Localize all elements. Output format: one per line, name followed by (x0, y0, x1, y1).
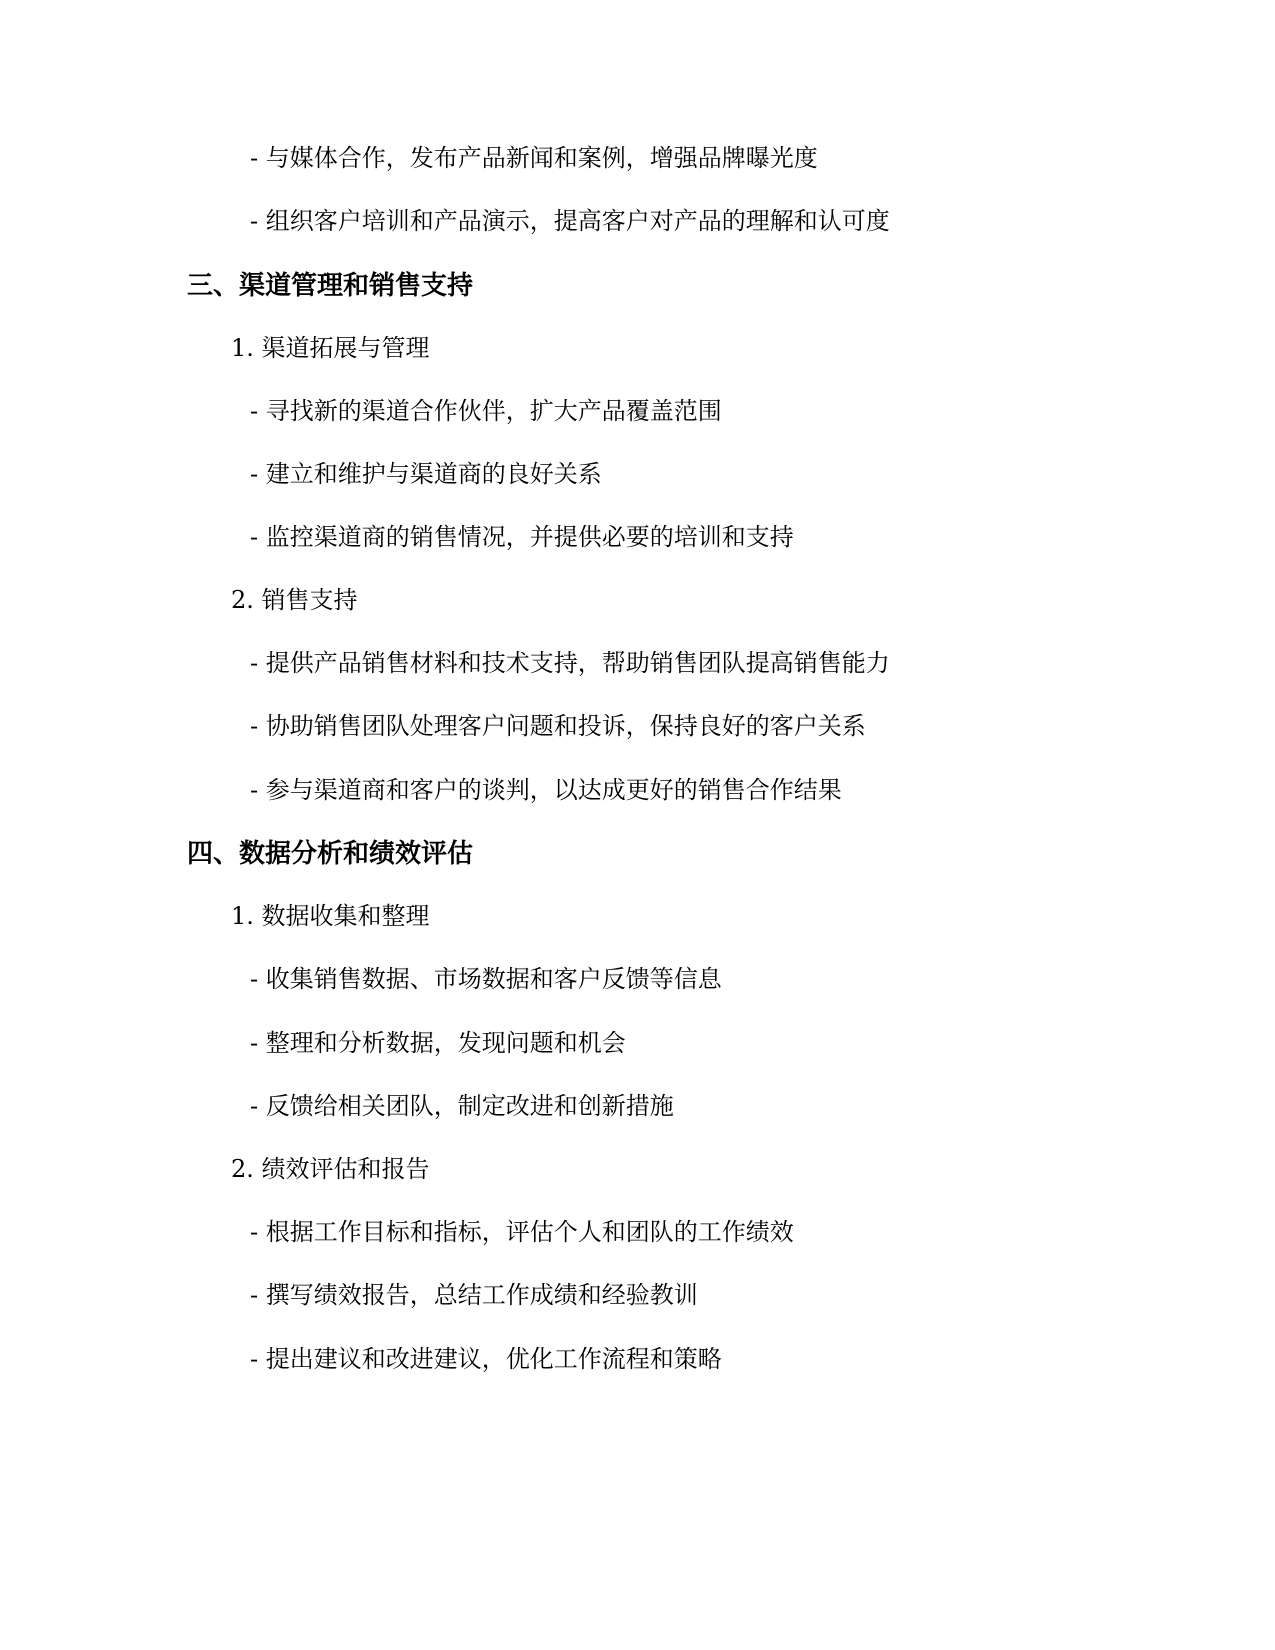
bullet-customer-training: - 组织客户培训和产品演示，提高客户对产品的理解和认可度 (250, 207, 890, 235)
bullet-collect-data: - 收集销售数据、市场数据和客户反馈等信息 (250, 965, 722, 993)
bullet-evaluate-performance: - 根据工作目标和指标，评估个人和团队的工作绩效 (250, 1218, 794, 1246)
bullet-suggestions: - 提出建议和改进建议，优化工作流程和策略 (250, 1345, 722, 1373)
bullet-customer-issues: - 协助销售团队处理客户问题和投诉，保持良好的客户关系 (250, 712, 866, 740)
bullet-feedback-teams: - 反馈给相关团队，制定改进和创新措施 (250, 1092, 674, 1120)
bullet-media-cooperation: - 与媒体合作，发布产品新闻和案例，增强品牌曝光度 (250, 144, 818, 172)
subsection-title-performance: 2. 绩效评估和报告 (231, 1155, 430, 1183)
bullet-sales-materials: - 提供产品销售材料和技术支持，帮助销售团队提高销售能力 (250, 649, 890, 677)
subsection-title-sales-support: 2. 销售支持 (231, 586, 358, 614)
bullet-find-partners: - 寻找新的渠道合作伙伴，扩大产品覆盖范围 (250, 397, 722, 425)
bullet-negotiation: - 参与渠道商和客户的谈判，以达成更好的销售合作结果 (250, 776, 842, 804)
bullet-monitor-channel-sales: - 监控渠道商的销售情况，并提供必要的培训和支持 (250, 523, 794, 551)
bullet-analyze-data: - 整理和分析数据，发现问题和机会 (250, 1029, 626, 1057)
bullet-write-report: - 撰写绩效报告，总结工作成绩和经验教训 (250, 1281, 698, 1309)
subsection-title-data-collection: 1. 数据收集和整理 (231, 902, 430, 930)
section-heading-channel-management: 三、渠道管理和销售支持 (187, 271, 474, 301)
subsection-title-channel-expansion: 1. 渠道拓展与管理 (231, 334, 430, 362)
bullet-maintain-relations: - 建立和维护与渠道商的良好关系 (250, 460, 602, 488)
section-heading-data-analysis: 四、数据分析和绩效评估 (187, 839, 474, 869)
